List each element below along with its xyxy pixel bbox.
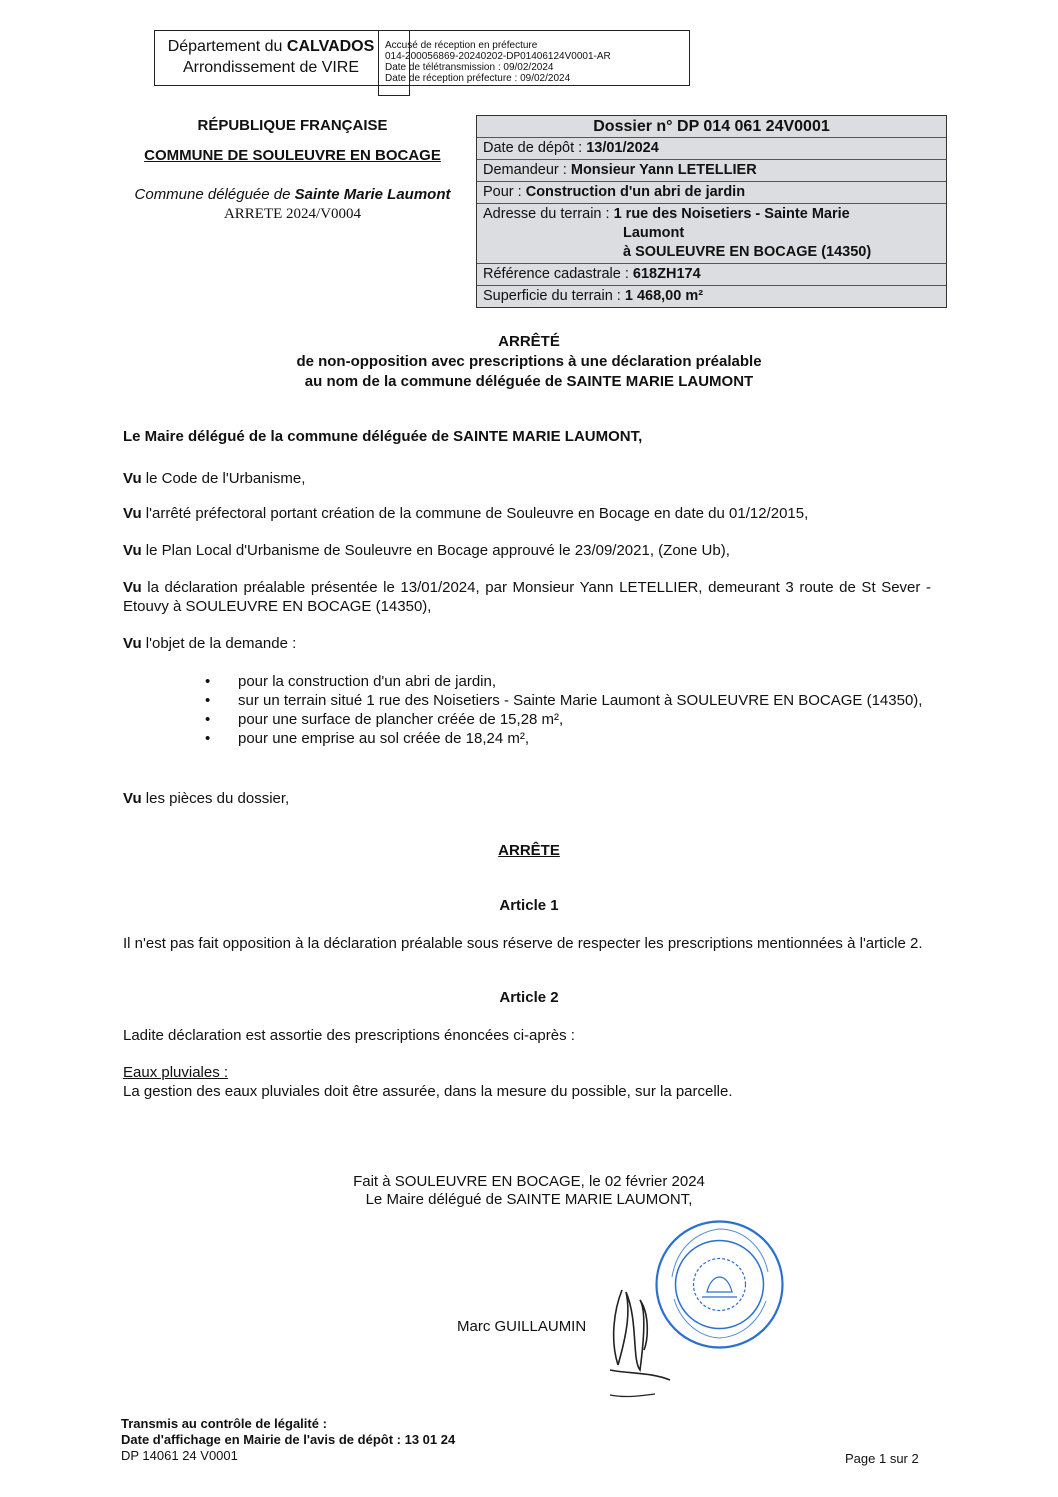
article-1-title: Article 1: [499, 897, 559, 914]
article-2-text: Ladite déclaration est assortie des prescriptions énoncées ci-après :: [123, 1027, 575, 1044]
commune-name: COMMUNE DE SOULEUVRE EN BOCAGE: [144, 147, 441, 164]
vu-plu: Vu le Plan Local d'Urbanisme de Souleuvre en Bocage approuvé le 23/09/2021, (Zone Ub),: [123, 542, 730, 559]
signature-role: Le Maire délégué de SAINTE MARIE LAUMONT,: [365, 1191, 693, 1208]
dossier-pour: Pour : Construction d'un abri de jardin: [477, 182, 946, 204]
commune-deleguee: Commune déléguée de Sainte Marie Laumont: [134, 186, 451, 203]
objet-list: [205, 672, 931, 748]
article-1-text: Il n'est pas fait opposition à la déclaration préalable sous réserve de respecter les prescriptions mentionnées à l'article 2.: [123, 935, 923, 952]
dossier-title: Dossier n° DP 014 061 24V0001: [477, 116, 946, 138]
arrete-subtitle-1: de non-opposition avec prescriptions à une déclaration préalable: [296, 353, 762, 370]
article-2-title: Article 2: [499, 989, 559, 1006]
vu-objet: Vu l'objet de la demande :: [123, 635, 297, 652]
footer-block: Transmis au contrôle de légalité : Date d'affichage en Mairie de l'avis de dépôt : 13 01 24 DP 14061 24 V0001: [121, 1416, 456, 1463]
arrete-heading: ARRÊTE: [498, 842, 560, 859]
list-item: • sur un terrain situé 1 rue des Noisetiers - Sainte Marie Laumont à SOULEUVRE EN BOCAGE (14350),: [205, 691, 931, 710]
maire-statement: Le Maire délégué de la commune déléguée de SAINTE MARIE LAUMONT,: [123, 428, 643, 445]
list-item: • pour une surface de plancher créée de 15,28 m²,: [205, 710, 931, 729]
page-number: Page 1 sur 2: [845, 1451, 919, 1466]
eaux-pluviales-text: La gestion des eaux pluviales doit être assurée, dans la mesure du possible, sur la parcelle.: [123, 1083, 733, 1100]
vu-arrete-prefectoral: Vu l'arrêté préfectoral portant création de la commune de Souleuvre en Bocage en date du 01/12/2015,: [123, 505, 809, 522]
arrete-title: ARRÊTÉ: [498, 333, 560, 350]
eaux-pluviales-title: Eaux pluviales :: [123, 1064, 229, 1081]
vu-declaration: Vu la déclaration préalable présentée le 13/01/2024, par Monsieur Yann LETELLIER, demeurant 3 route de St Sever - Etouvy à SOULEUVRE EN BOCAGE (14350),: [123, 579, 931, 615]
dossier-adresse: Adresse du terrain : 1 rue des Noisetiers - Sainte Marie Laumont à SOULEUVRE EN BOCAGE (14350): [477, 204, 946, 264]
arrete-subtitle-2: au nom de la commune déléguée de SAINTE MARIE LAUMONT: [304, 373, 754, 390]
vu-pieces: Vu les pièces du dossier,: [123, 790, 290, 807]
dossier-reference: Référence cadastrale : 618ZH174: [477, 264, 946, 286]
arrete-number: ARRETE 2024/V0004: [223, 206, 362, 222]
vu-code-urbanisme: Vu le Code de l'Urbanisme,: [123, 470, 306, 487]
dossier-superficie: Superficie du terrain : 1 468,00 m²: [483, 288, 704, 304]
list-item: • pour une emprise au sol créée de 18,24 m²,: [205, 729, 931, 748]
dossier-table: [476, 115, 947, 308]
republique-francaise: RÉPUBLIQUE FRANÇAISE: [197, 117, 388, 134]
header-prefecture-receipt: Accusé de réception en préfecture 014-200056869-20240202-DP01406124V0001-AR Date de télétransmission : 09/02/2024 Date de réception préfecture : 09/02/2024: [385, 40, 611, 84]
list-item: • pour la construction d'un abri de jardin,: [205, 672, 931, 691]
signature-place-date: Fait à SOULEUVRE EN BOCAGE, le 02 février 2024: [353, 1173, 705, 1190]
signatory-name: Marc GUILLAUMIN: [457, 1318, 587, 1335]
commune-stamp-icon: [652, 1217, 787, 1352]
header-department: Département du CALVADOS Arrondissement de VIRE: [167, 38, 375, 76]
dossier-demandeur: Demandeur : Monsieur Yann LETELLIER: [477, 160, 946, 182]
dossier-date: Date de dépôt : 13/01/2024: [477, 138, 946, 160]
